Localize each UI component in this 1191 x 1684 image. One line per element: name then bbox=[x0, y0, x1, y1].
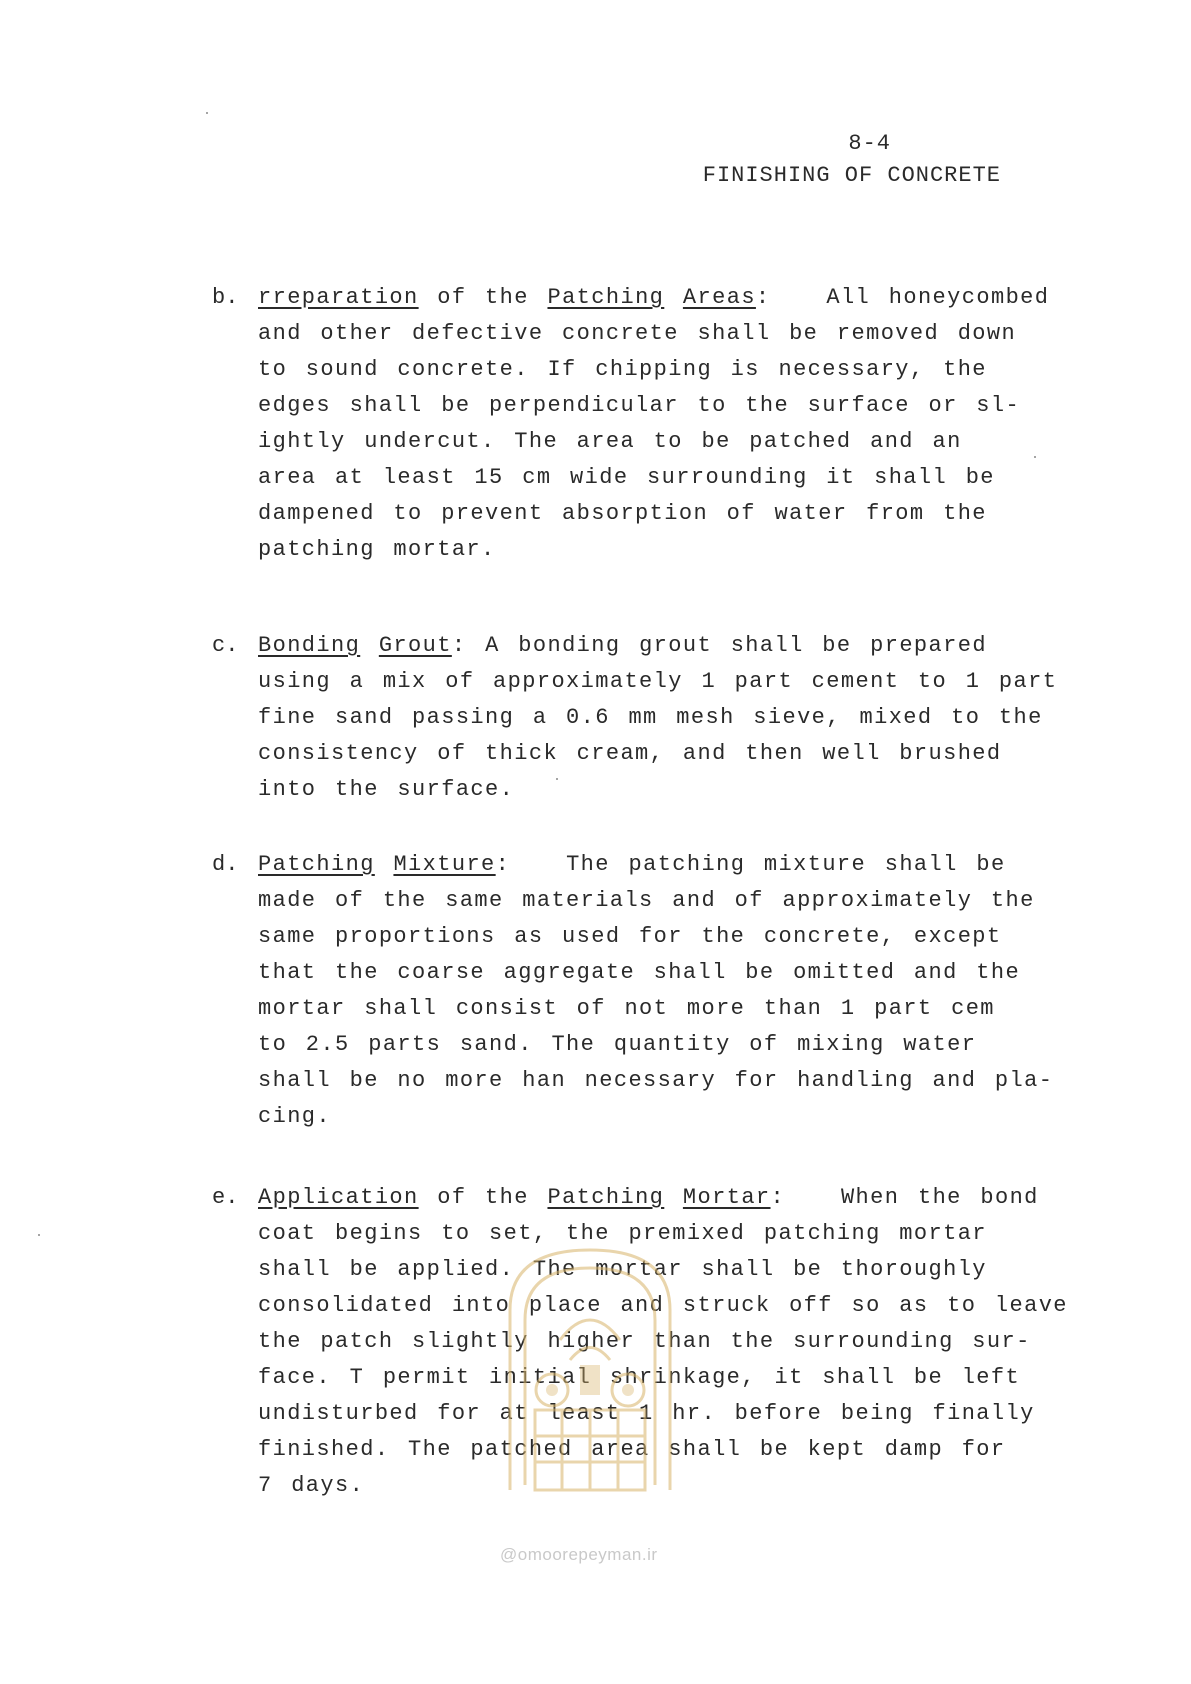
text-line: same proportions as used for the concrete, except bbox=[258, 924, 1002, 949]
text-line: finished. The patched area shall be kept damp for bbox=[258, 1437, 1006, 1462]
section-d bbox=[212, 847, 1072, 1135]
scan-speck bbox=[206, 112, 208, 114]
text-line: area at least 15 cm wide surrounding it shall be bbox=[258, 465, 995, 490]
section-letter: c. bbox=[212, 633, 239, 658]
text-line: face. T permit initial shrinkage, it shall be left bbox=[258, 1365, 1021, 1390]
section-body bbox=[258, 628, 1072, 808]
text-line: shall be applied. The mortar shall be thoroughly bbox=[258, 1257, 987, 1282]
section-b bbox=[212, 280, 1072, 568]
section-body bbox=[258, 280, 1072, 568]
text-line: and other defective concrete shall be removed down bbox=[258, 321, 1017, 346]
heading-word: of the bbox=[437, 1185, 529, 1210]
section-letter: b. bbox=[212, 285, 239, 310]
section-letter: e. bbox=[212, 1185, 239, 1210]
text-line: When the bond bbox=[840, 1185, 1039, 1210]
text-line: made of the same materials and of approximately the bbox=[258, 888, 1035, 913]
heading-word: Application bbox=[258, 1185, 419, 1210]
page-number: 8-4 bbox=[848, 131, 891, 156]
text-line: to sound concrete. If chipping is necessary, the bbox=[258, 357, 987, 382]
text-line: The patching mixture shall be bbox=[566, 852, 1006, 877]
heading-word: Grout bbox=[378, 633, 452, 658]
text-line: into the surface. bbox=[258, 777, 515, 802]
text-line: using a mix of approximately 1 part cement to 1 part bbox=[258, 669, 1058, 694]
heading-word: Bonding bbox=[258, 633, 361, 658]
text-line: to 2.5 parts sand. The quantity of mixing water bbox=[258, 1032, 977, 1057]
section-first-line: Patching Mixture: The patching mixture shall be bbox=[258, 852, 1006, 877]
heading-word: Patching bbox=[547, 285, 665, 310]
heading-word: Patching bbox=[547, 1185, 665, 1210]
heading-word: rreparation bbox=[258, 285, 419, 310]
heading-word: of the bbox=[437, 285, 529, 310]
heading-word: Patching bbox=[258, 852, 375, 877]
text-line: the patch slightly higher than the surrounding sur- bbox=[258, 1329, 1031, 1354]
scan-speck bbox=[38, 1234, 40, 1236]
section-first-line: Application of the Patching Mortar: When the bond bbox=[258, 1185, 1039, 1210]
text-line: All honeycombed bbox=[826, 285, 1050, 310]
scan-speck bbox=[556, 778, 558, 780]
section-c bbox=[212, 628, 1072, 808]
page-header bbox=[703, 128, 1001, 192]
text-line: shall be no more han necessary for handling and pla- bbox=[258, 1068, 1054, 1093]
section-first-line: Bonding Grout: A bonding grout shall be prepared bbox=[258, 633, 987, 658]
heading-word: Areas bbox=[682, 285, 756, 310]
scan-speck bbox=[1034, 456, 1036, 458]
text-line: that the coarse aggregate shall be omitted and the bbox=[258, 960, 1021, 985]
text-line: patching mortar. bbox=[258, 537, 496, 562]
text-line: fine sand passing a 0.6 mm mesh sieve, mixed to the bbox=[258, 705, 1043, 730]
section-first-line: rreparation of the Patching Areas: All honeycombed bbox=[258, 285, 1050, 310]
text-line: undisturbed for at least 1 hr. before being finally bbox=[258, 1401, 1035, 1426]
text-line: A bonding grout shall be prepared bbox=[485, 633, 987, 658]
section-body bbox=[258, 847, 1072, 1135]
watermark-site-text: @omoorepeyman.ir bbox=[500, 1545, 658, 1564]
heading-word: Mortar bbox=[682, 1185, 771, 1210]
section-title: FINISHING OF CONCRETE bbox=[702, 163, 1001, 188]
text-line: 7 days. bbox=[258, 1473, 365, 1498]
text-line: consolidated into place and struck off so as to leave bbox=[258, 1293, 1068, 1318]
section-letter: d. bbox=[212, 852, 239, 877]
heading-word: Mixture bbox=[393, 852, 496, 877]
text-line: cing. bbox=[258, 1104, 332, 1129]
text-line: ightly undercut. The area to be patched and an bbox=[258, 429, 962, 454]
text-line: dampened to prevent absorption of water from the bbox=[258, 501, 987, 526]
text-line: edges shall be perpendicular to the surface or sl- bbox=[258, 393, 1021, 418]
text-line: mortar shall consist of not more than 1 part cem bbox=[258, 996, 995, 1021]
text-line: consistency of thick cream, and then well brushed bbox=[258, 741, 1002, 766]
watermark-logo-icon bbox=[490, 1240, 690, 1540]
text-line: coat begins to set, the premixed patching mortar bbox=[258, 1221, 987, 1246]
